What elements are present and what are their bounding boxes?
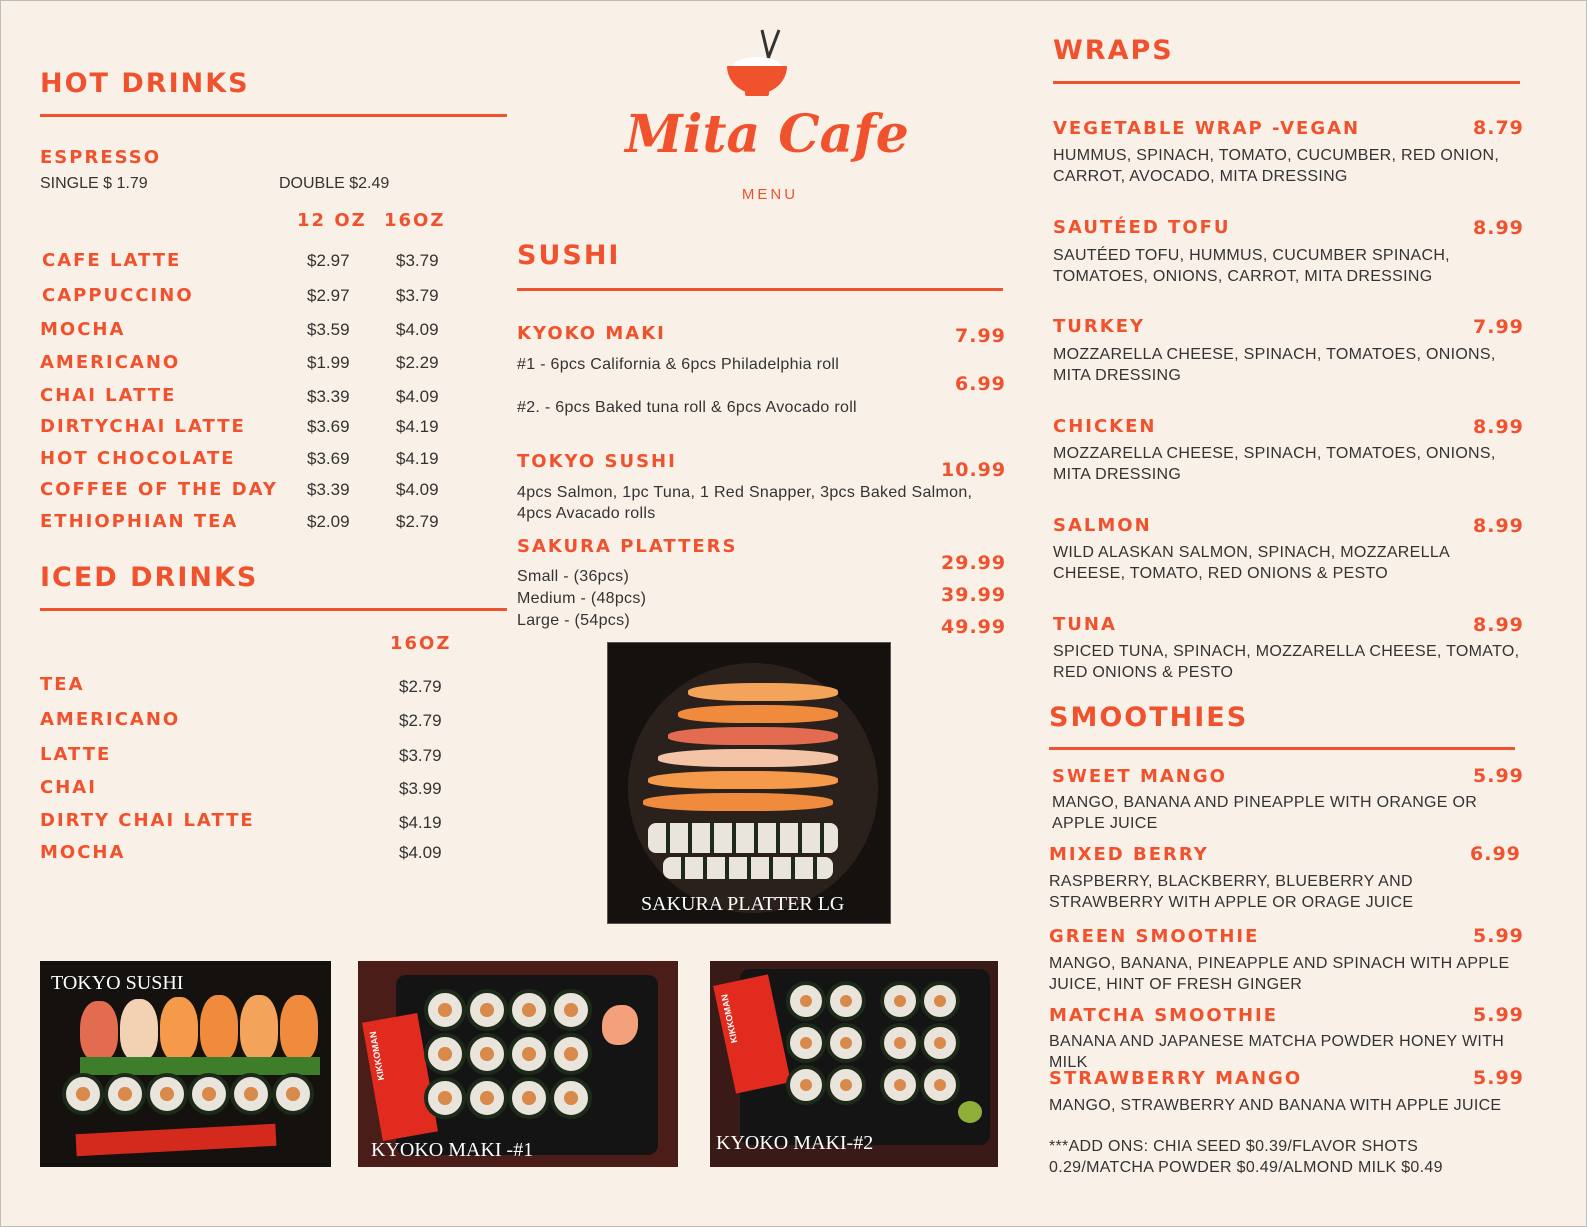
maki-roll (424, 989, 466, 1031)
maki-roll (508, 989, 550, 1031)
hot-drink-name: CAFE LATTE (42, 250, 182, 271)
wrap-desc: SAUTÉED TOFU, HUMMUS, CUCUMBER SPINACH, TOMATOES, ONIONS, CARROT, MITA DRESSING (1053, 247, 1450, 285)
maki-roll (230, 1073, 272, 1115)
hot-drink-name: CAPPUCCINO (42, 285, 194, 306)
nigiri-piece (648, 771, 838, 789)
sakura-photo-caption: SAKURA PLATTER LG (641, 893, 845, 915)
wrap-price: 8.99 (1473, 416, 1524, 438)
hot-drink-price-16: $4.09 (396, 320, 439, 339)
iced-drinks-title: ICED DRINKS (40, 562, 259, 593)
packet-label: KIKKOMAN (367, 1030, 387, 1082)
wraps-title: WRAPS (1053, 35, 1174, 66)
maki-roll (424, 1077, 466, 1119)
maki-roll (104, 1073, 146, 1115)
soy-sauce-packet (76, 1124, 277, 1156)
wraps-rule (1053, 81, 1520, 84)
iced-drink-name: AMERICANO (40, 709, 181, 730)
hot-drink-price-12: $3.69 (307, 449, 350, 468)
sakura-size-price: 39.99 (941, 584, 1007, 606)
iced-drink-name: TEA (40, 674, 85, 695)
iced-drink-price: $2.79 (399, 677, 442, 696)
wrap-name: TUNA (1053, 614, 1117, 635)
wrap-name: CHICKEN (1053, 416, 1157, 437)
hot-drink-price-16: $4.19 (396, 449, 439, 468)
nigiri-piece (120, 999, 158, 1061)
logo-text: Mita Cafe (625, 104, 909, 165)
smoothie-desc: MANGO, BANANA AND PINEAPPLE WITH ORANGE OR APPLE JUICE (1052, 794, 1478, 832)
leaf-garnish (80, 1057, 320, 1075)
wrap-price: 8.99 (1473, 614, 1524, 636)
smoothie-price: 5.99 (1473, 1004, 1524, 1026)
sakura-platter-photo (607, 642, 891, 924)
kyoko2-photo-caption: KYOKO MAKI-#2 (716, 1132, 874, 1154)
maki-roll (826, 981, 866, 1021)
hot-drink-price-16: $4.09 (396, 480, 439, 499)
kyoko-maki-price-1: 7.99 (955, 325, 1006, 347)
kyoko-maki-name: KYOKO MAKI (517, 323, 666, 344)
maki-roll (880, 1065, 920, 1105)
sakura-size-price: 29.99 (941, 552, 1007, 574)
hot-drinks-title: HOT DRINKS (40, 68, 250, 99)
menu-subtitle: MENU (741, 186, 799, 203)
maki-roll (466, 989, 508, 1031)
nigiri-piece (240, 995, 278, 1061)
espresso-single-price: SINGLE $ 1.79 (40, 175, 148, 192)
wrap-name: VEGETABLE WRAP -VEGAN (1053, 118, 1361, 139)
ginger-garnish (602, 1005, 638, 1045)
smoothies-rule (1049, 747, 1515, 750)
maki-roll (466, 1033, 508, 1075)
maki-roll (826, 1065, 866, 1105)
hot-drink-price-16: $2.29 (396, 353, 439, 372)
maki-roll (786, 1065, 826, 1105)
espresso-double-price: DOUBLE $2.49 (279, 175, 390, 192)
hot-drink-price-16: $4.19 (396, 417, 439, 436)
wrap-desc: HUMMUS, SPINACH, TOMATO, CUCUMBER, RED ONION, CARROT, AVOCADO, MITA DRESSING (1053, 147, 1500, 185)
hot-drink-name: CHAI LATTE (40, 385, 177, 406)
smoothie-desc: MANGO, STRAWBERRY AND BANANA WITH APPLE JUICE (1049, 1097, 1502, 1114)
tokyo-sushi-desc: 4pcs Salmon, 1pc Tuna, 1 Red Snapper, 3pcs Baked Salmon, 4pcs Avacado rolls (517, 484, 973, 522)
iced-drink-price: $4.19 (399, 813, 442, 832)
iced-drink-price: $3.99 (399, 779, 442, 798)
hot-drink-name: ETHIOPHIAN TEA (40, 511, 239, 532)
hot-drinks-rule (40, 114, 507, 117)
add-ons-note: ***ADD ONS: CHIA SEED $0.39/FLAVOR SHOTS 0.29/MATCHA POWDER $0.49/ALMOND MILK $0.49 (1049, 1138, 1443, 1176)
nigiri-piece (280, 995, 318, 1061)
smoothie-desc: MANGO, BANANA, PINEAPPLE AND SPINACH WITH APPLE JUICE, HINT OF FRESH GINGER (1049, 955, 1510, 993)
maki-roll (508, 1033, 550, 1075)
maki-roll (920, 1023, 960, 1063)
kyoko-maki-line-1: #1 - 6pcs California & 6pcs Philadelphia roll (517, 356, 840, 373)
iced-drink-price: $3.79 (399, 746, 442, 765)
hot-drink-price-16: $3.79 (396, 251, 439, 270)
smoothies-title: SMOOTHIES (1049, 702, 1249, 733)
iced-size-header: 16OZ (390, 633, 452, 654)
wrap-desc: MOZZARELLA CHEESE, SPINACH, TOMATOES, ONIONS, MITA DRESSING (1053, 445, 1496, 483)
wasabi-garnish (958, 1101, 982, 1123)
tokyo-sushi-photo (40, 961, 331, 1167)
wrap-name: SAUTÉED TOFU (1053, 217, 1231, 238)
wrap-price: 7.99 (1473, 316, 1524, 338)
maki-roll (786, 981, 826, 1021)
maki-roll (880, 1023, 920, 1063)
maki-roll (880, 981, 920, 1021)
maki-roll (920, 981, 960, 1021)
wrap-price: 8.79 (1473, 117, 1524, 139)
wrap-name: SALMON (1053, 515, 1152, 536)
maki-roll (786, 1023, 826, 1063)
hot-drink-name: AMERICANO (40, 352, 181, 373)
wrap-price: 8.99 (1473, 217, 1524, 239)
nigiri-piece (643, 793, 833, 811)
hot-drink-price-12: $2.97 (307, 251, 350, 270)
smoothie-name: MIXED BERRY (1049, 844, 1209, 865)
iced-drink-name: MOCHA (40, 842, 126, 863)
maki-roll (62, 1073, 104, 1115)
bowl-logo-icon (724, 28, 790, 100)
hot-drink-name: MOCHA (40, 319, 126, 340)
maki-roll (146, 1073, 188, 1115)
nigiri-piece (678, 705, 838, 723)
hot-drink-price-16: $4.09 (396, 387, 439, 406)
smoothie-price: 5.99 (1473, 765, 1524, 787)
maki-roll (188, 1073, 230, 1115)
maki-roll (550, 1077, 592, 1119)
smoothie-name: MATCHA SMOOTHIE (1049, 1005, 1279, 1026)
smoothie-name: STRAWBERRY MANGO (1049, 1068, 1303, 1089)
sakura-size-price: 49.99 (941, 616, 1007, 638)
hot-drink-price-12: $3.39 (307, 480, 350, 499)
tokyo-photo-caption: TOKYO SUSHI (51, 972, 184, 994)
smoothie-price: 5.99 (1473, 1067, 1524, 1089)
wrap-desc: WILD ALASKAN SALMON, SPINACH, MOZZARELLA CHEESE, TOMATO, RED ONIONS & PESTO (1053, 544, 1450, 582)
smoothie-name: SWEET MANGO (1052, 766, 1227, 787)
hot-drink-name: HOT CHOCOLATE (40, 448, 236, 469)
nigiri-piece (160, 997, 198, 1061)
sushi-rule (517, 288, 1003, 291)
maki-roll (826, 1023, 866, 1063)
tokyo-sushi-name: TOKYO SUSHI (517, 451, 677, 472)
smoothie-name: GREEN SMOOTHIE (1049, 926, 1260, 947)
sushi-title: SUSHI (517, 240, 621, 271)
kyoko-maki-2-photo (710, 961, 998, 1167)
iced-drink-price: $2.79 (399, 711, 442, 730)
nigiri-piece (668, 727, 838, 745)
iced-drink-name: CHAI (40, 777, 97, 798)
smoothie-desc: BANANA AND JAPANESE MATCHA POWDER HONEY WITH MILK (1049, 1033, 1505, 1071)
maki-roll (466, 1077, 508, 1119)
hot-drink-price-16: $3.79 (396, 286, 439, 305)
maki-row (648, 823, 838, 853)
smoothie-price: 6.99 (1470, 843, 1521, 865)
maki-row (663, 857, 833, 879)
iced-drink-name: LATTE (40, 744, 112, 765)
hot-drink-name: DIRTYCHAI LATTE (40, 416, 246, 437)
smoothie-desc: RASPBERRY, BLACKBERRY, BLUEBERRY AND STRAWBERRY WITH APPLE OR ORAGE JUICE (1049, 873, 1414, 911)
maki-roll (424, 1033, 466, 1075)
iced-drink-name: DIRTY CHAI LATTE (40, 810, 255, 831)
size-header-12oz: 12 OZ (297, 210, 367, 231)
packet-label: KIKKOMAN (719, 993, 740, 1044)
nigiri-piece (80, 1001, 118, 1061)
kyoko-maki-1-photo (358, 961, 678, 1167)
kyoko-maki-price-2: 6.99 (955, 373, 1006, 395)
wrap-desc: MOZZARELLA CHEESE, SPINACH, TOMATOES, ONIONS, MITA DRESSING (1053, 346, 1496, 384)
wrap-name: TURKEY (1053, 316, 1146, 337)
maki-roll (550, 1033, 592, 1075)
hot-drink-price-12: $1.99 (307, 353, 350, 372)
iced-drink-price: $4.09 (399, 843, 442, 862)
tokyo-sushi-price: 10.99 (941, 459, 1007, 481)
nigiri-piece (688, 683, 838, 701)
nigiri-piece (200, 995, 238, 1061)
maki-roll (920, 1065, 960, 1105)
hot-drink-price-12: $3.69 (307, 417, 350, 436)
wrap-desc: SPICED TUNA, SPINACH, MOZZARELLA CHEESE, TOMATO, RED ONIONS & PESTO (1053, 643, 1520, 681)
wrap-price: 8.99 (1473, 515, 1524, 537)
size-header-16oz: 16OZ (384, 210, 446, 231)
sakura-size-label: Medium - (48pcs) (517, 590, 647, 607)
maki-roll (550, 989, 592, 1031)
smoothie-price: 5.99 (1473, 925, 1524, 947)
kyoko1-photo-caption: KYOKO MAKI -#1 (371, 1139, 534, 1161)
maki-roll (272, 1073, 314, 1115)
espresso-name: ESPRESSO (40, 147, 162, 168)
hot-drink-price-12: $2.97 (307, 286, 350, 305)
iced-drinks-rule (40, 608, 507, 611)
sakura-platters-name: SAKURA PLATTERS (517, 536, 738, 557)
sakura-size-label: Large - (54pcs) (517, 612, 630, 629)
hot-drink-name: COFFEE OF THE DAY (40, 479, 278, 500)
maki-roll (508, 1077, 550, 1119)
hot-drink-price-16: $2.79 (396, 512, 439, 531)
hot-drink-price-12: $3.39 (307, 387, 350, 406)
sakura-size-label: Small - (36pcs) (517, 568, 630, 585)
hot-drink-price-12: $2.09 (307, 512, 350, 531)
kyoko-maki-line-2: #2. - 6pcs Baked tuna roll & 6pcs Avocado roll (517, 399, 857, 416)
nigiri-piece (658, 749, 838, 767)
hot-drink-price-12: $3.59 (307, 320, 350, 339)
